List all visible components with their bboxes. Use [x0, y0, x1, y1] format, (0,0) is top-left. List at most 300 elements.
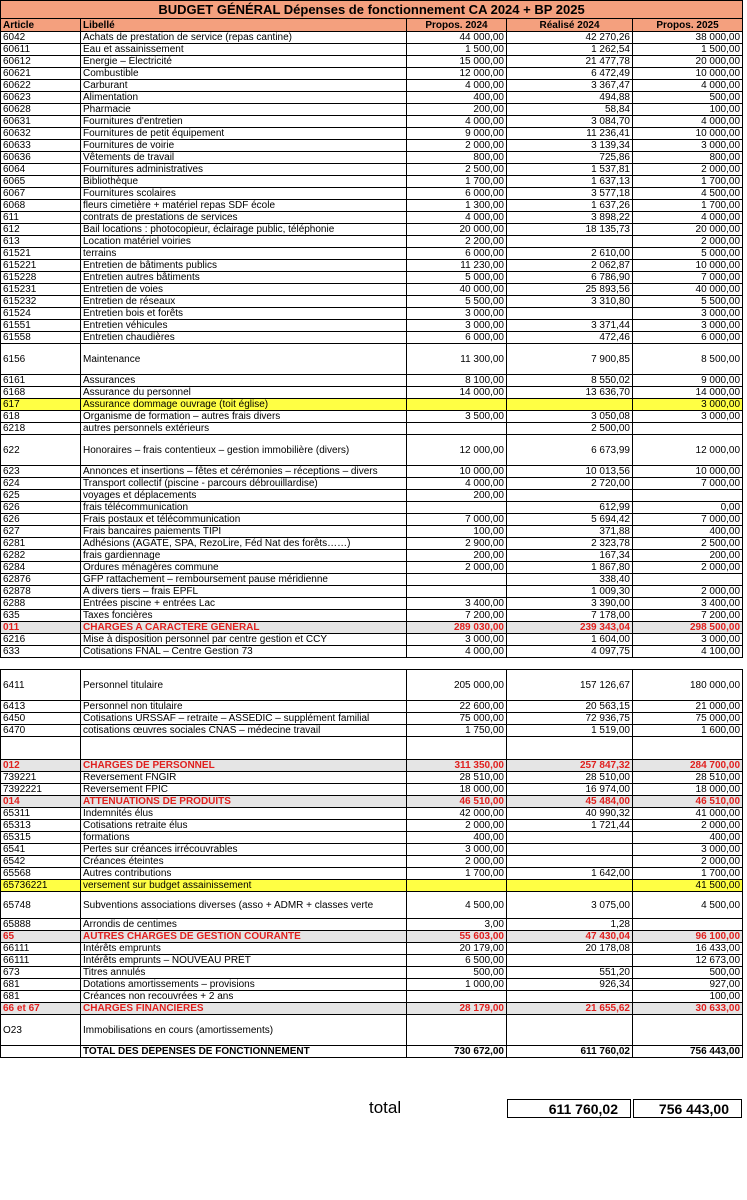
- propos-2024-cell: 40 000,00: [407, 284, 507, 296]
- propos-2025-cell: 6 000,00: [633, 332, 743, 344]
- propos-2024-cell: 200,00: [407, 490, 507, 502]
- libelle-cell: Entretien bois et forêts: [81, 308, 407, 320]
- article-cell: 613: [1, 236, 81, 248]
- propos-2024-cell: 100,00: [407, 526, 507, 538]
- article-cell: 624: [1, 478, 81, 490]
- libelle-cell: Ordures ménagères commune: [81, 562, 407, 574]
- article-cell: 615232: [1, 296, 81, 308]
- propos-2025-cell: 20 000,00: [633, 56, 743, 68]
- realise-2024-cell: 3 898,22: [507, 212, 633, 224]
- realise-2024-cell: 21 477,78: [507, 56, 633, 68]
- libelle-cell: Transport collectif (piscine - parcours débrouillardise): [81, 478, 407, 490]
- spacer-cell: [633, 658, 743, 670]
- realise-2024-cell: 494,88: [507, 92, 633, 104]
- realise-2024-cell: 20 563,15: [507, 701, 633, 713]
- table-row: [1, 466, 743, 478]
- realise-2024-cell: [507, 991, 633, 1003]
- chapter-total-row: [1, 622, 743, 634]
- table-row: [1, 490, 743, 502]
- propos-2025-cell: 1 600,00: [633, 725, 743, 737]
- article-cell: 60628: [1, 104, 81, 116]
- libelle-cell: Bail locations : photocopieur, éclairage public, téléphonie: [81, 224, 407, 236]
- article-cell: 6067: [1, 188, 81, 200]
- article-cell: 6282: [1, 550, 81, 562]
- article-cell: 617: [1, 399, 81, 411]
- propos-2025-cell: 1 700,00: [633, 176, 743, 188]
- article-cell: 6065: [1, 176, 81, 188]
- libelle-cell: Eau et assainissement: [81, 44, 407, 56]
- propos-2024-cell: 42 000,00: [407, 808, 507, 820]
- table-row: [1, 598, 743, 610]
- table-row: [1, 224, 743, 236]
- article-cell: 60622: [1, 80, 81, 92]
- propos-2024-cell: 4 000,00: [407, 212, 507, 224]
- chapter-total-row: [1, 1003, 743, 1015]
- grand-total-row: [1, 1046, 743, 1058]
- article-cell: 6284: [1, 562, 81, 574]
- article-cell: 65736221: [1, 880, 81, 892]
- realise-2024-cell: 3 084,70: [507, 116, 633, 128]
- libelle-cell: Entretien autres bâtiments: [81, 272, 407, 284]
- libelle-cell: Créances non recouvrées + 2 ans: [81, 991, 407, 1003]
- realise-2024-cell: [507, 955, 633, 967]
- propos-2024-cell: [407, 586, 507, 598]
- article-cell: 65313: [1, 820, 81, 832]
- table-row: [1, 260, 743, 272]
- propos-2025-cell: 96 100,00: [633, 931, 743, 943]
- propos-2024-cell: 1 750,00: [407, 725, 507, 737]
- libelle-cell: Frais postaux et télécommunication: [81, 514, 407, 526]
- table-row: [1, 92, 743, 104]
- propos-2025-cell: [633, 574, 743, 586]
- libelle-cell: frais télécommunication: [81, 502, 407, 514]
- libelle-cell: Pharmacie: [81, 104, 407, 116]
- table-row: [1, 56, 743, 68]
- propos-2025-cell: [633, 1015, 743, 1046]
- propos-2024-cell: 4 000,00: [407, 80, 507, 92]
- table-row: [1, 128, 743, 140]
- libelle-cell: [81, 737, 407, 760]
- propos-2024-cell: 4 500,00: [407, 892, 507, 919]
- propos-2025-cell: 1 700,00: [633, 868, 743, 880]
- article-cell: 6450: [1, 713, 81, 725]
- propos-2025-cell: [633, 737, 743, 760]
- article-cell: 6042: [1, 32, 81, 44]
- propos-2025-cell: 10 000,00: [633, 128, 743, 140]
- libelle-cell: Fournitures administratives: [81, 164, 407, 176]
- spacer-cell: [507, 658, 633, 670]
- propos-2024-cell: 75 000,00: [407, 713, 507, 725]
- article-cell: 6288: [1, 598, 81, 610]
- libelle-cell: Achats de prestation de service (repas cantine): [81, 32, 407, 44]
- propos-2025-cell: 3 000,00: [633, 411, 743, 423]
- realise-2024-cell: 2 720,00: [507, 478, 633, 490]
- page-title: BUDGET GÉNÉRAL Dépenses de fonctionnement CA 2024 + BP 2025: [1, 1, 743, 19]
- propos-2025-cell: 8 500,00: [633, 344, 743, 375]
- libelle-cell: Pertes sur créances irrécouvrables: [81, 844, 407, 856]
- propos-2024-cell: [407, 502, 507, 514]
- propos-2025-cell: 3 000,00: [633, 844, 743, 856]
- propos-2024-cell: 3 000,00: [407, 634, 507, 646]
- table-row: [1, 1015, 743, 1046]
- propos-2024-cell: 55 603,00: [407, 931, 507, 943]
- article-cell: 61558: [1, 332, 81, 344]
- realise-2024-cell: 6 472,49: [507, 68, 633, 80]
- realise-2024-cell: 167,34: [507, 550, 633, 562]
- propos-2025-cell: 12 000,00: [633, 435, 743, 466]
- table-row: [1, 164, 743, 176]
- libelle-cell: Location matériel voiries: [81, 236, 407, 248]
- libelle-cell: Cotisations URSSAF – retraite – ASSEDIC – supplément familial: [81, 713, 407, 725]
- article-cell: 65311: [1, 808, 81, 820]
- table-row: [1, 248, 743, 260]
- spacer-cell: [407, 658, 507, 670]
- realise-2024-cell: 2 323,78: [507, 538, 633, 550]
- propos-2024-cell: 2 900,00: [407, 538, 507, 550]
- table-row: [1, 188, 743, 200]
- propos-2024-cell: 3 000,00: [407, 844, 507, 856]
- table-row: [1, 32, 743, 44]
- realise-2024-cell: 3 139,34: [507, 140, 633, 152]
- footer-total-realise: 611 760,02: [507, 1099, 631, 1118]
- libelle-cell: Immobilisations en cours (amortissements): [81, 1015, 407, 1046]
- propos-2025-cell: 30 633,00: [633, 1003, 743, 1015]
- article-cell: 65748: [1, 892, 81, 919]
- article-cell: 611: [1, 212, 81, 224]
- libelle-cell: Intérêts emprunts: [81, 943, 407, 955]
- article-cell: 626: [1, 514, 81, 526]
- realise-2024-cell: 1,28: [507, 919, 633, 931]
- propos-2025-cell: 12 673,00: [633, 955, 743, 967]
- table-row: [1, 991, 743, 1003]
- article-cell: 618: [1, 411, 81, 423]
- propos-2025-cell: 500,00: [633, 967, 743, 979]
- libelle-cell: AUTRES CHARGES DE GESTION COURANTE: [81, 931, 407, 943]
- propos-2025-cell: 4 500,00: [633, 188, 743, 200]
- table-row: [1, 967, 743, 979]
- realise-2024-cell: 2 500,00: [507, 423, 633, 435]
- propos-2025-cell: [633, 423, 743, 435]
- realise-2024-cell: 21 655,62: [507, 1003, 633, 1015]
- article-cell: O23: [1, 1015, 81, 1046]
- realise-2024-cell: 18 135,73: [507, 224, 633, 236]
- propos-2025-cell: 400,00: [633, 832, 743, 844]
- realise-2024-cell: 20 178,08: [507, 943, 633, 955]
- propos-2024-cell: 12 000,00: [407, 435, 507, 466]
- realise-2024-cell: 6 786,90: [507, 272, 633, 284]
- chapter-total-row: [1, 931, 743, 943]
- realise-2024-cell: 472,46: [507, 332, 633, 344]
- propos-2024-cell: 28 510,00: [407, 772, 507, 784]
- propos-2025-cell: 4 500,00: [633, 892, 743, 919]
- propos-2025-cell: 2 000,00: [633, 236, 743, 248]
- table-row: [1, 44, 743, 56]
- realise-2024-cell: 58,84: [507, 104, 633, 116]
- propos-2024-cell: 289 030,00: [407, 622, 507, 634]
- libelle-cell: voyages et déplacements: [81, 490, 407, 502]
- realise-2024-cell: 8 550,02: [507, 375, 633, 387]
- propos-2025-cell: 2 000,00: [633, 586, 743, 598]
- table-row: [1, 104, 743, 116]
- article-cell: 60611: [1, 44, 81, 56]
- article-cell: 6218: [1, 423, 81, 435]
- libelle-cell: Honoraires – frais contentieux – gestion immobilière (divers): [81, 435, 407, 466]
- table-row: [1, 820, 743, 832]
- table-row: [1, 399, 743, 411]
- article-cell: [1, 737, 81, 760]
- propos-2024-cell: 4 000,00: [407, 478, 507, 490]
- propos-2025-cell: 1 700,00: [633, 200, 743, 212]
- realise-2024-cell: 3 577,18: [507, 188, 633, 200]
- propos-2024-cell: [407, 423, 507, 435]
- realise-2024-cell: 2 062,87: [507, 260, 633, 272]
- realise-2024-cell: 239 343,04: [507, 622, 633, 634]
- realise-2024-cell: 3 390,00: [507, 598, 633, 610]
- propos-2024-cell: [407, 399, 507, 411]
- libelle-cell: Assurance dommage ouvrage (toit église): [81, 399, 407, 411]
- realise-2024-cell: 10 013,56: [507, 466, 633, 478]
- header-article: Article: [1, 19, 81, 32]
- libelle-cell: Titres annulés: [81, 967, 407, 979]
- libelle-cell: Reversement FPIC: [81, 784, 407, 796]
- article-cell: 6168: [1, 387, 81, 399]
- article-cell: 60631: [1, 116, 81, 128]
- table-row: [1, 586, 743, 598]
- propos-2025-cell: 7 200,00: [633, 610, 743, 622]
- table-row: [1, 284, 743, 296]
- article-cell: 623: [1, 466, 81, 478]
- table-row: [1, 808, 743, 820]
- article-cell: 65: [1, 931, 81, 943]
- table-row: [1, 701, 743, 713]
- article-cell: 6542: [1, 856, 81, 868]
- libelle-cell: Assurances: [81, 375, 407, 387]
- propos-2024-cell: 1 000,00: [407, 979, 507, 991]
- propos-2024-cell: 8 100,00: [407, 375, 507, 387]
- table-row: [1, 200, 743, 212]
- table-row: [1, 955, 743, 967]
- table-row: [1, 538, 743, 550]
- realise-2024-cell: 257 847,32: [507, 760, 633, 772]
- realise-2024-cell: 1 009,30: [507, 586, 633, 598]
- propos-2025-cell: 3 000,00: [633, 308, 743, 320]
- table-row: [1, 550, 743, 562]
- realise-2024-cell: 40 990,32: [507, 808, 633, 820]
- footer-total-propos: 756 443,00: [633, 1099, 742, 1118]
- article-cell: 6413: [1, 701, 81, 713]
- article-cell: 615221: [1, 260, 81, 272]
- spacer-cell: [81, 658, 407, 670]
- propos-2025-cell: 500,00: [633, 92, 743, 104]
- article-cell: 65315: [1, 832, 81, 844]
- realise-2024-cell: 338,40: [507, 574, 633, 586]
- propos-2025-cell: 7 000,00: [633, 514, 743, 526]
- libelle-cell: Fournitures d'entretien: [81, 116, 407, 128]
- article-cell: 635: [1, 610, 81, 622]
- realise-2024-cell: 3 050,08: [507, 411, 633, 423]
- libelle-cell: frais gardiennage: [81, 550, 407, 562]
- footer-total-label: total: [369, 1098, 402, 1117]
- article-cell: 739221: [1, 772, 81, 784]
- libelle-cell: TOTAL DES DÉPENSES DE FONCTIONNEMENT: [81, 1046, 407, 1058]
- propos-2025-cell: 14 000,00: [633, 387, 743, 399]
- article-cell: [1, 1046, 81, 1058]
- table-row: [1, 80, 743, 92]
- realise-2024-cell: 45 484,00: [507, 796, 633, 808]
- propos-2024-cell: 20 179,00: [407, 943, 507, 955]
- article-cell: 7392221: [1, 784, 81, 796]
- realise-2024-cell: 42 270,26: [507, 32, 633, 44]
- header-row: [1, 19, 743, 32]
- propos-2024-cell: 22 600,00: [407, 701, 507, 713]
- libelle-cell: Maintenance: [81, 344, 407, 375]
- propos-2025-cell: 5 500,00: [633, 296, 743, 308]
- article-cell: 012: [1, 760, 81, 772]
- libelle-cell: Energie – Électricité: [81, 56, 407, 68]
- article-cell: 6541: [1, 844, 81, 856]
- article-cell: 6161: [1, 375, 81, 387]
- article-cell: 615228: [1, 272, 81, 284]
- article-cell: 615231: [1, 284, 81, 296]
- article-cell: 60632: [1, 128, 81, 140]
- propos-2025-cell: 2 000,00: [633, 562, 743, 574]
- realise-2024-cell: 1 642,00: [507, 868, 633, 880]
- table-row: [1, 772, 743, 784]
- table-row: [1, 296, 743, 308]
- propos-2024-cell: 2 000,00: [407, 562, 507, 574]
- realise-2024-cell: 7 178,00: [507, 610, 633, 622]
- propos-2024-cell: 9 000,00: [407, 128, 507, 140]
- article-cell: 61551: [1, 320, 81, 332]
- realise-2024-cell: 612,99: [507, 502, 633, 514]
- table-row: [1, 526, 743, 538]
- article-cell: 60612: [1, 56, 81, 68]
- article-cell: 60636: [1, 152, 81, 164]
- table-row: [1, 880, 743, 892]
- article-cell: 6068: [1, 200, 81, 212]
- table-row: [1, 856, 743, 868]
- table-row: [1, 236, 743, 248]
- libelle-cell: terrains: [81, 248, 407, 260]
- table-row: [1, 562, 743, 574]
- libelle-cell: Alimentation: [81, 92, 407, 104]
- propos-2025-cell: 4 000,00: [633, 80, 743, 92]
- table-row: [1, 116, 743, 128]
- propos-2024-cell: 500,00: [407, 967, 507, 979]
- libelle-cell: Cotisations retraite élus: [81, 820, 407, 832]
- propos-2024-cell: 14 000,00: [407, 387, 507, 399]
- propos-2025-cell: 3 000,00: [633, 399, 743, 411]
- article-cell: 622: [1, 435, 81, 466]
- article-cell: 6281: [1, 538, 81, 550]
- table-row: [1, 332, 743, 344]
- libelle-cell: Personnel non titulaire: [81, 701, 407, 713]
- libelle-cell: Taxes foncières: [81, 610, 407, 622]
- propos-2025-cell: 28 510,00: [633, 772, 743, 784]
- propos-2024-cell: 20 000,00: [407, 224, 507, 236]
- propos-2025-cell: 298 500,00: [633, 622, 743, 634]
- propos-2025-cell: 16 433,00: [633, 943, 743, 955]
- table-row: [1, 375, 743, 387]
- propos-2025-cell: 10 000,00: [633, 68, 743, 80]
- propos-2024-cell: 800,00: [407, 152, 507, 164]
- libelle-cell: ATTENUATIONS DE PRODUITS: [81, 796, 407, 808]
- propos-2024-cell: 3 000,00: [407, 308, 507, 320]
- article-cell: 60633: [1, 140, 81, 152]
- table-row: [1, 919, 743, 931]
- table-row: [1, 68, 743, 80]
- libelle-cell: Combustible: [81, 68, 407, 80]
- propos-2025-cell: 284 700,00: [633, 760, 743, 772]
- realise-2024-cell: [507, 490, 633, 502]
- propos-2024-cell: 200,00: [407, 550, 507, 562]
- realise-2024-cell: 7 900,85: [507, 344, 633, 375]
- propos-2024-cell: 2 000,00: [407, 820, 507, 832]
- propos-2024-cell: 5 500,00: [407, 296, 507, 308]
- propos-2024-cell: 46 510,00: [407, 796, 507, 808]
- realise-2024-cell: 2 610,00: [507, 248, 633, 260]
- table-row: [1, 212, 743, 224]
- libelle-cell: fleurs cimetière + matériel repas SDF école: [81, 200, 407, 212]
- propos-2025-cell: 41 500,00: [633, 880, 743, 892]
- propos-2025-cell: 3 000,00: [633, 634, 743, 646]
- propos-2025-cell: 0,00: [633, 502, 743, 514]
- realise-2024-cell: 1 519,00: [507, 725, 633, 737]
- propos-2025-cell: 1 500,00: [633, 44, 743, 56]
- libelle-cell: Fournitures de voirie: [81, 140, 407, 152]
- table-row: [1, 670, 743, 701]
- article-cell: 626: [1, 502, 81, 514]
- table-row: [1, 478, 743, 490]
- article-cell: 681: [1, 979, 81, 991]
- libelle-cell: Mise à disposition personnel par centre gestion et CCY: [81, 634, 407, 646]
- realise-2024-cell: 11 236,41: [507, 128, 633, 140]
- propos-2025-cell: [633, 490, 743, 502]
- propos-2025-cell: 41 000,00: [633, 808, 743, 820]
- table-row: [1, 844, 743, 856]
- article-cell: 60623: [1, 92, 81, 104]
- propos-2025-cell: 3 400,00: [633, 598, 743, 610]
- table-row: [1, 868, 743, 880]
- table-row: [1, 152, 743, 164]
- propos-2025-cell: 7 000,00: [633, 478, 743, 490]
- libelle-cell: Subventions associations diverses (asso + ADMR + classes verte: [81, 892, 407, 919]
- propos-2025-cell: 3 000,00: [633, 140, 743, 152]
- propos-2025-cell: 10 000,00: [633, 466, 743, 478]
- realise-2024-cell: 72 936,75: [507, 713, 633, 725]
- propos-2024-cell: 10 000,00: [407, 466, 507, 478]
- table-row: [1, 176, 743, 188]
- table-row: [1, 892, 743, 919]
- table-row: [1, 737, 743, 760]
- article-cell: 61524: [1, 308, 81, 320]
- table-row: [1, 344, 743, 375]
- libelle-cell: Autres contributions: [81, 868, 407, 880]
- header-realise-2024: Réalisé 2024: [507, 19, 633, 32]
- realise-2024-cell: [507, 844, 633, 856]
- article-cell: 625: [1, 490, 81, 502]
- propos-2024-cell: 730 672,00: [407, 1046, 507, 1058]
- libelle-cell: Arrondis de centimes: [81, 919, 407, 931]
- realise-2024-cell: 926,34: [507, 979, 633, 991]
- realise-2024-cell: [507, 236, 633, 248]
- realise-2024-cell: 47 430,04: [507, 931, 633, 943]
- propos-2025-cell: 4 100,00: [633, 646, 743, 658]
- libelle-cell: Reversement FNGIR: [81, 772, 407, 784]
- propos-2024-cell: 6 000,00: [407, 332, 507, 344]
- libelle-cell: Annonces et insertions – fêtes et cérémonies – réceptions – divers: [81, 466, 407, 478]
- table-row: [1, 514, 743, 526]
